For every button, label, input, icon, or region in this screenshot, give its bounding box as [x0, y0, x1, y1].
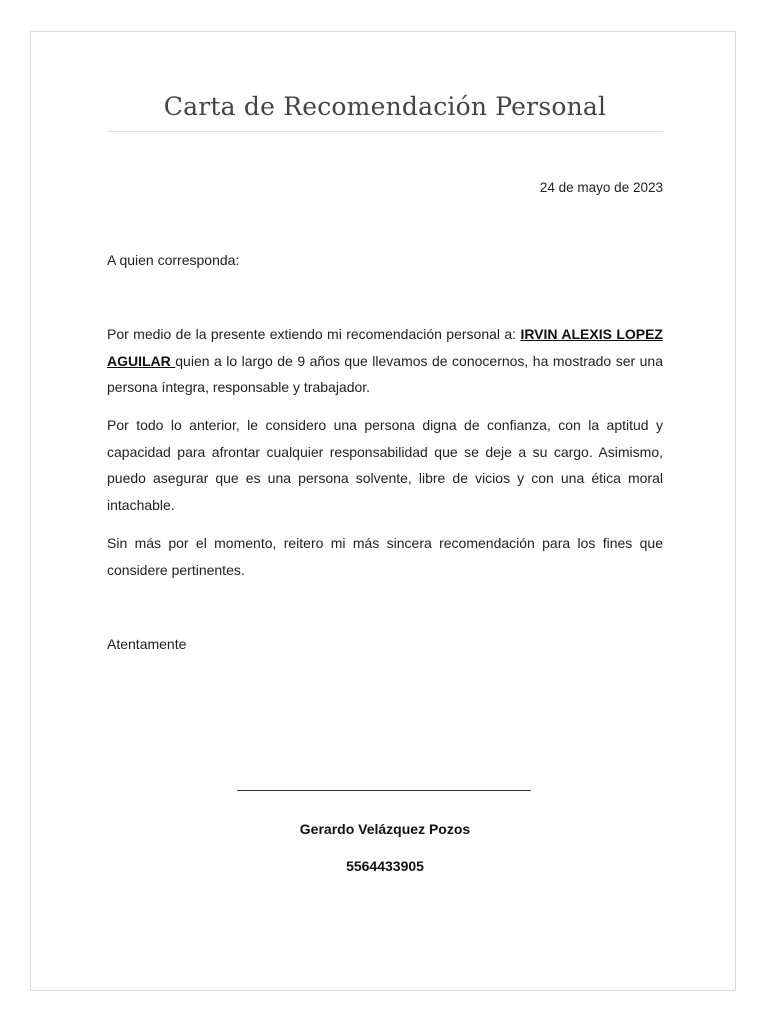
closing: Atentamente	[107, 636, 187, 652]
paragraph-conclusion: Sin más por el momento, reitero mi más sincera recomendación para los fines que considere pertinentes.	[107, 535, 663, 578]
paragraph-intro-text: Por medio de la presente extiendo mi recomendación personal a:	[107, 326, 521, 342]
letter-date: 24 de mayo de 2023	[539, 180, 663, 195]
letter-title: Carta de Recomendación Personal	[163, 92, 607, 121]
title-divider	[107, 131, 663, 132]
recipient-name: IRVIN ALEXIS LOPEZ AGUILAR	[107, 326, 663, 369]
signature-line	[237, 790, 531, 791]
paragraph-recommendation	[107, 321, 663, 401]
paragraph-qualities: Por todo lo anterior, le considero una persona digna de confianza, con la aptitud y capacidad para afrontar cualquier responsabilidad que se deje a su cargo. Asimismo, puedo asegurar que es una persona solvente, libre de vicios y con una ética moral intachable.	[107, 417, 663, 513]
paragraph-continuation-text: quien a lo largo de 9 años que llevamos de conocernos, ha mostrado ser una persona íntegra, responsable y trabajador.	[107, 352, 663, 395]
salutation: A quien corresponda:	[107, 252, 240, 268]
document-page	[30, 31, 736, 991]
signer-phone: 5564433905	[346, 858, 424, 874]
signer-name: Gerardo Velázquez Pozos	[299, 821, 471, 837]
